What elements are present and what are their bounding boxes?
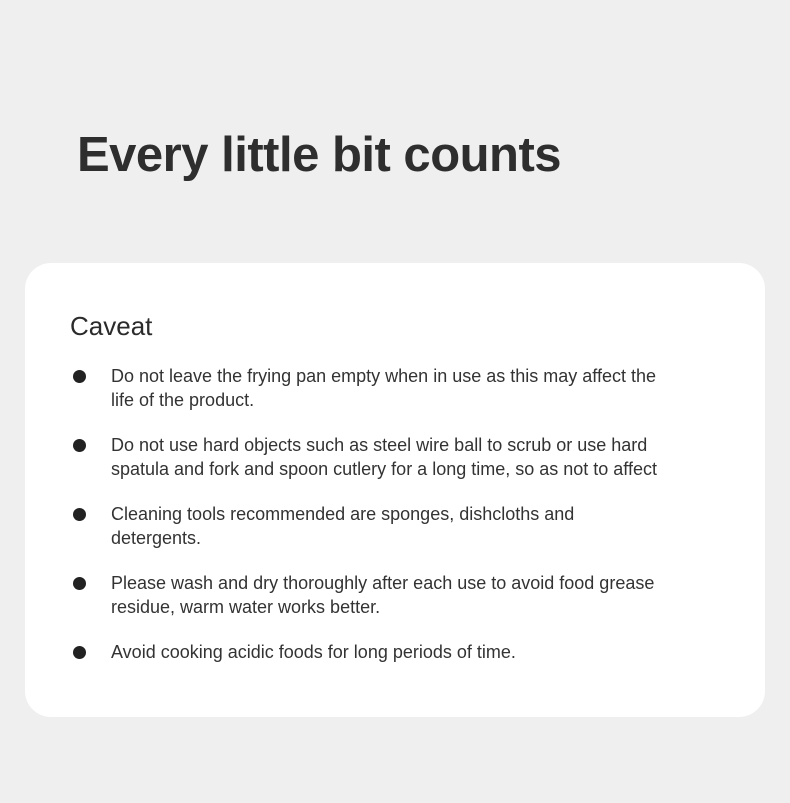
list-item — [70, 571, 730, 619]
caveat-card — [25, 263, 765, 717]
page-title: Every little bit counts — [77, 128, 562, 182]
list-item — [70, 502, 730, 550]
bullet-icon — [73, 370, 86, 383]
list-item-text: Avoid cooking acidic foods for long periods of time. — [111, 642, 516, 662]
list-item — [70, 640, 730, 664]
list-item — [70, 364, 730, 412]
list-item-text: Do not leave the frying pan empty when in use as this may affect the life of the product. — [111, 366, 656, 410]
list-item-text: Please wash and dry thoroughly after each use to avoid food grease residue, warm water works better. — [111, 573, 655, 617]
list-item — [70, 433, 730, 481]
bullet-icon — [73, 508, 86, 521]
card-title: Caveat — [70, 311, 153, 341]
bullet-icon — [73, 577, 86, 590]
bullet-icon — [73, 646, 86, 659]
list-item-text: Do not use hard objects such as steel wire ball to scrub or use hard spatula and fork and spoon cutlery for a long time, so as not to affect — [111, 435, 657, 479]
list-item-text: Cleaning tools recommended are sponges, dishcloths and detergents. — [111, 504, 575, 548]
caveat-list — [70, 364, 730, 685]
bullet-icon — [73, 439, 86, 452]
